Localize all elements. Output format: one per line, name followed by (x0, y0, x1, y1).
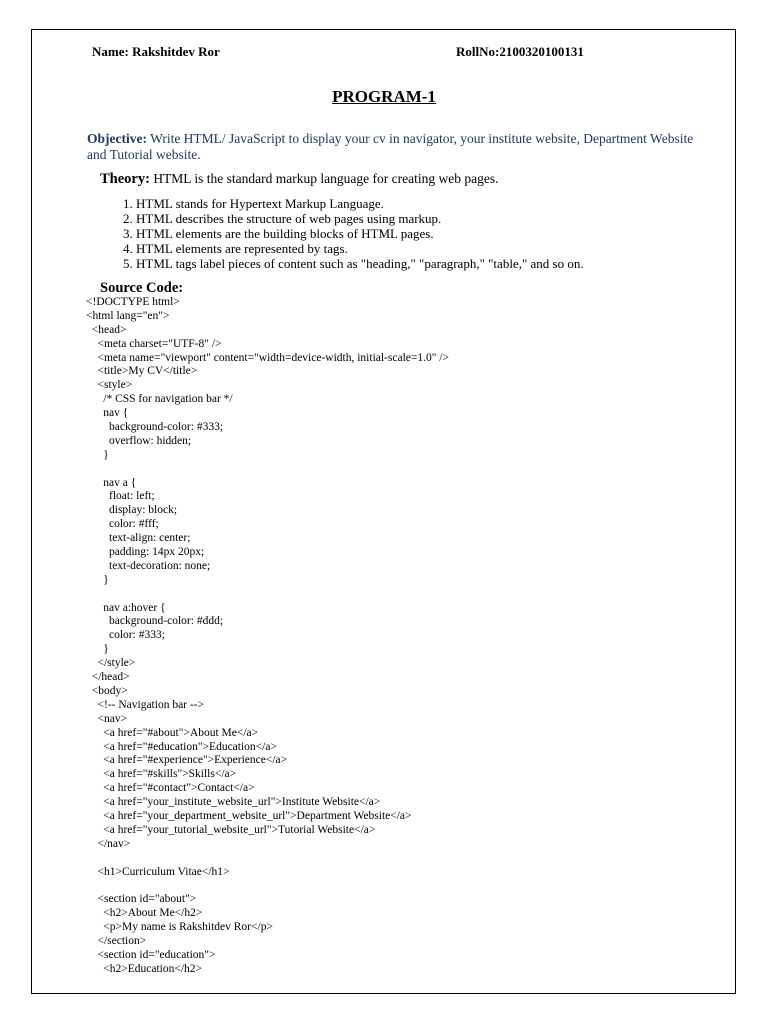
theory-list (123, 196, 584, 271)
student-name: Name: Rakshitdev Ror (92, 44, 220, 59)
code-line (86, 852, 449, 866)
code-line: <body> (86, 684, 128, 697)
theory-label: Theory: (100, 171, 150, 187)
code-line: <a href="your_department_website_url">Department Website</a> (86, 809, 412, 822)
code-line: <section id="education"> (86, 948, 216, 961)
code-line: <title>My CV</title> (86, 365, 198, 378)
code-line: } (86, 643, 109, 656)
code-line: color: #fff; (86, 518, 159, 531)
code-line: <a href="#contact">Contact</a> (86, 782, 255, 795)
theory-point: 1. HTML stands for Hypertext Markup Language. (123, 196, 384, 211)
code-line: } (86, 448, 109, 461)
code-line: <head> (86, 323, 127, 336)
code-line: <section id="about"> (86, 893, 197, 906)
theory-point: 2. HTML describes the structure of web pages using markup. (123, 211, 442, 226)
code-line: <a href="#about">About Me</a> (86, 726, 259, 739)
code-line: text-align: center; (86, 532, 191, 545)
code-line: <meta charset="UTF-8" /> (86, 337, 222, 350)
code-line: <html lang="en"> (86, 309, 170, 322)
code-line: <a href="#skills">Skills</a> (86, 768, 237, 781)
code-line: <h2>Education</h2> (86, 962, 203, 975)
objective-paragraph (87, 131, 707, 163)
code-line: } (86, 573, 109, 586)
code-line: <h1>Curriculum Vitae</h1> (86, 865, 230, 878)
code-line: </nav> (86, 837, 131, 850)
code-line: nav a:hover { (86, 601, 166, 614)
code-line: <nav> (86, 712, 128, 725)
source-code-heading: Source Code: (100, 280, 184, 296)
source-code-block (86, 296, 449, 977)
theory-point: 4. HTML elements are represented by tags. (123, 241, 348, 256)
code-line: nav { (86, 407, 129, 420)
code-line: <!-- Navigation bar --> (86, 698, 205, 711)
code-line: <a href="your_institute_website_url">Institute Website</a> (86, 796, 381, 809)
code-line (86, 463, 449, 477)
roll-number: RollNo:2100320100131 (456, 44, 584, 59)
code-line: color: #333; (86, 629, 165, 642)
code-line: <a href="your_tutorial_website_url">Tutorial Website</a> (86, 823, 376, 836)
code-line: float: left; (86, 490, 155, 503)
code-line (86, 588, 449, 602)
code-line: text-decoration: none; (86, 559, 211, 572)
code-line: display: block; (86, 504, 178, 517)
code-line: background-color: #333; (86, 421, 224, 434)
theory-point: 5. HTML tags label pieces of content such as "heading," "paragraph," "table," and so on. (123, 256, 584, 271)
code-line: <a href="#education">Education</a> (86, 740, 277, 753)
code-line (86, 879, 449, 893)
objective-label: Objective: (87, 131, 147, 146)
code-line: <a href="#experience">Experience</a> (86, 754, 288, 767)
code-line: <p>My name is Rakshitdev Ror</p> (86, 921, 273, 934)
code-line: padding: 14px 20px; (86, 546, 205, 559)
objective-text: Write HTML/ JavaScript to display your cv in navigator, your institute website, Department Website and Tutorial website. (87, 131, 694, 162)
code-line: /* CSS for navigation bar */ (86, 393, 233, 406)
code-line: </section> (86, 934, 147, 947)
code-line: <meta name="viewport" content="width=device-width, initial-scale=1.0" /> (86, 351, 449, 364)
code-line: <h2>About Me</h2> (86, 907, 203, 920)
code-line: </style> (86, 657, 136, 670)
code-line: <!DOCTYPE html> (86, 296, 180, 308)
code-line: background-color: #ddd; (86, 615, 224, 628)
theory-paragraph (100, 171, 498, 188)
theory-text: HTML is the standard markup language for creating web pages. (149, 171, 499, 186)
code-line: <style> (86, 379, 133, 392)
code-line: </head> (86, 671, 130, 684)
code-line: overflow: hidden; (86, 434, 192, 447)
theory-point: 3. HTML elements are the building blocks of HTML pages. (123, 226, 434, 241)
program-title: PROGRAM-1 (332, 87, 436, 106)
code-line: nav a { (86, 476, 137, 489)
